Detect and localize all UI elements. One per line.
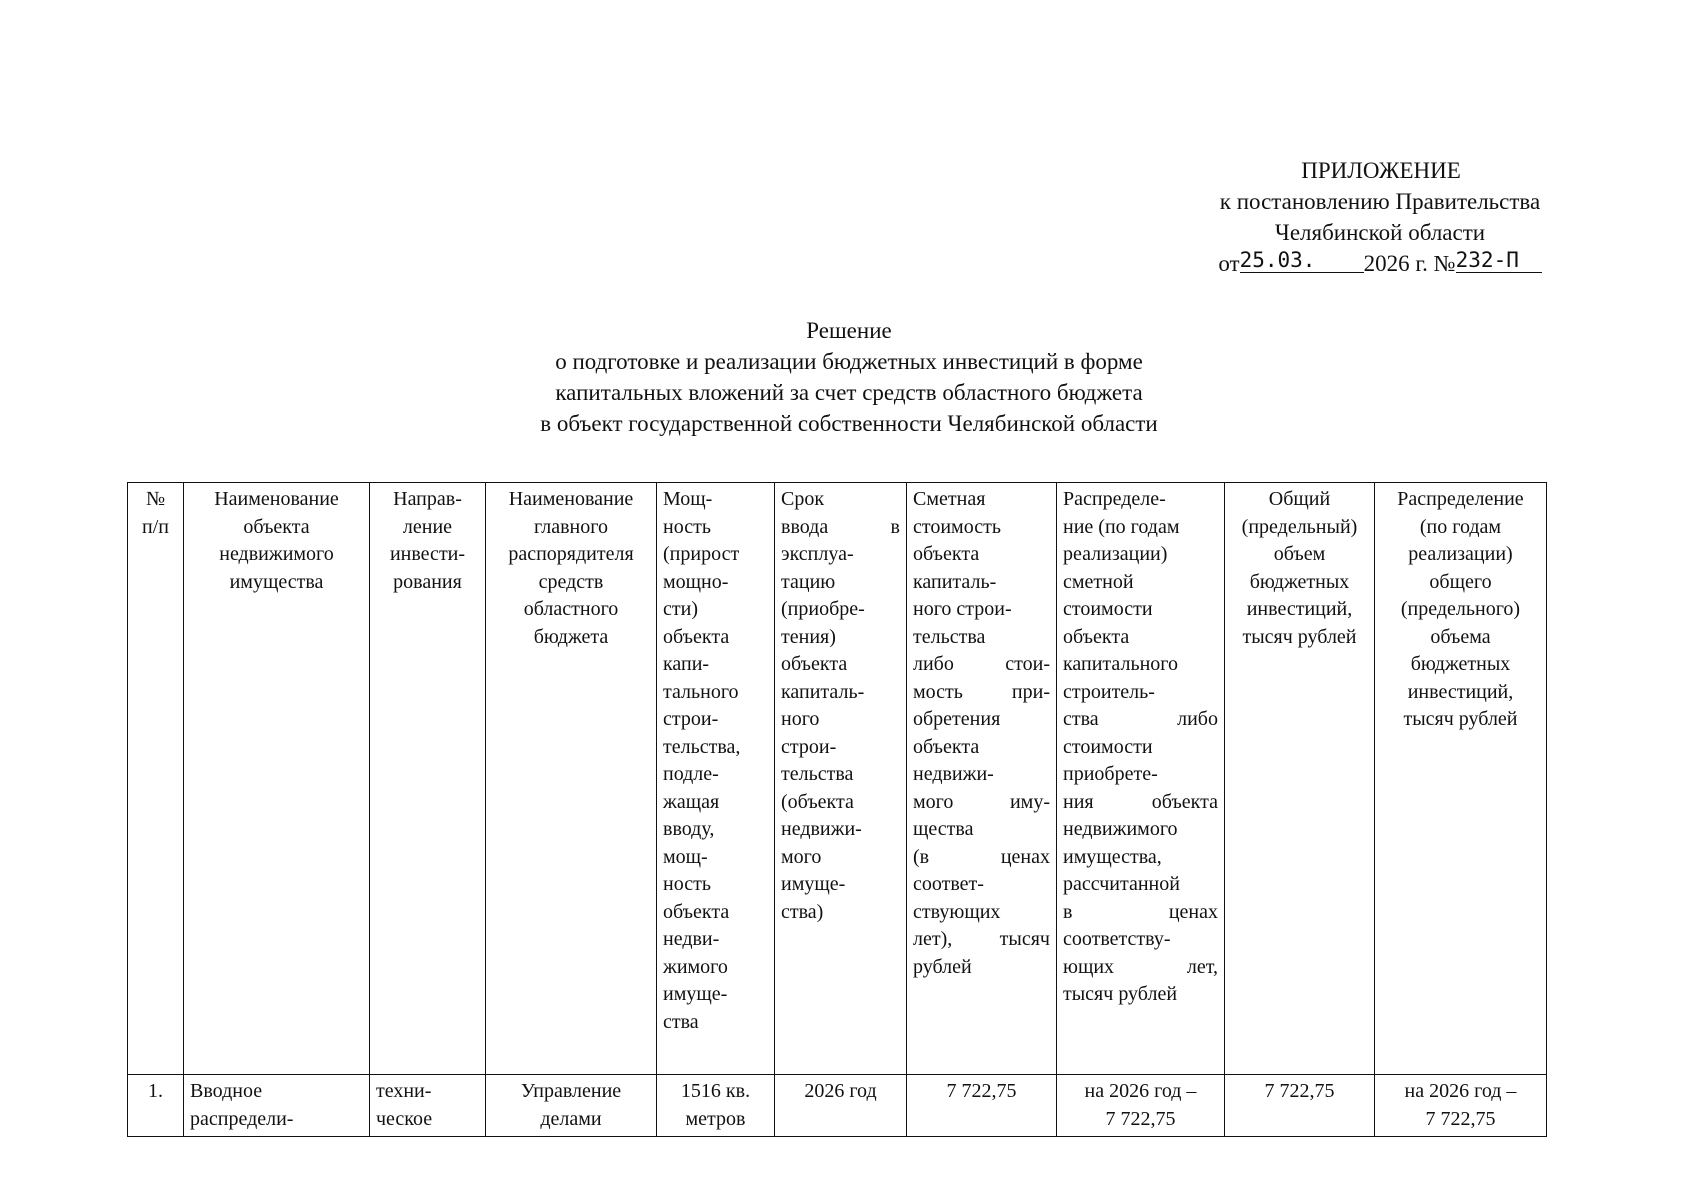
cell-line: рассчитанной	[1063, 873, 1180, 895]
cell-line: п/п	[142, 515, 169, 538]
header-cell-manager	[486, 483, 657, 1075]
cell-line: тысяч рублей	[1403, 708, 1518, 730]
cell-line: тения)	[781, 625, 836, 648]
row-cell-investment-distribution	[1375, 1075, 1547, 1137]
cell-line: недвижи-	[913, 763, 994, 785]
cell-line: недвижи-	[781, 818, 862, 840]
cell-line: капиталь-	[913, 570, 997, 593]
table-row	[128, 1075, 1547, 1137]
cell-line: техни-	[376, 1080, 432, 1102]
cell-line: Распределе-	[1063, 488, 1166, 510]
header-cell-investment-distribution	[1375, 483, 1547, 1075]
cell-line: вводу,	[663, 818, 715, 840]
cell-line: стоимость	[913, 515, 1001, 538]
header-cell-number	[128, 483, 184, 1075]
cell-line: стоимости	[1063, 735, 1153, 758]
cell-line: строитель-	[1063, 680, 1155, 703]
cell-line: 2026 год	[804, 1080, 877, 1102]
cell-line: сметной	[1063, 570, 1134, 593]
cell-line: средств	[538, 570, 604, 593]
cell-line: подле-	[663, 763, 719, 785]
row-cell-commissioning	[775, 1075, 907, 1137]
cell-line: №	[145, 488, 166, 510]
cell-line: тельства,	[663, 735, 741, 758]
row-cell-cost-distribution	[1057, 1075, 1225, 1137]
row-cell-estimated-cost	[907, 1075, 1057, 1137]
decree-number: 232-П	[1456, 248, 1542, 273]
cell-line: приобрете-	[1063, 763, 1158, 785]
title-line-4: в объект государственной собственности Челябинской области	[540, 411, 1158, 436]
cell-line: жащая	[663, 790, 720, 813]
cell-line: бюджетных	[1249, 570, 1350, 593]
cell-line: мого иму-	[913, 790, 1050, 813]
year-label: 2026 г. №	[1363, 251, 1456, 276]
cell-line: ства либо	[1063, 708, 1218, 730]
cell-line: мощно-	[663, 570, 729, 593]
document-title	[0, 315, 1698, 439]
cell-line: капиталь-	[781, 680, 865, 703]
cell-line: инвести-	[389, 543, 466, 565]
cell-line: ющих лет,	[1063, 955, 1218, 978]
cell-line: реализации)	[1408, 543, 1513, 565]
cell-line: (по годам	[1419, 515, 1502, 538]
cell-line: жимого	[663, 955, 728, 978]
cell-line: 7 722,75	[1264, 1080, 1335, 1102]
cell-line: делами	[540, 1107, 602, 1130]
cell-line: ввода в	[781, 515, 900, 538]
cell-line: имуще-	[663, 983, 728, 1005]
header-cell-commissioning	[775, 483, 907, 1075]
row-cell-capacity	[657, 1075, 775, 1137]
cell-line: ства)	[781, 900, 824, 923]
cell-line: метров	[685, 1107, 746, 1130]
appendix-heading: ПРИЛОЖЕНИЕ	[1301, 158, 1461, 183]
header-cell-object-name	[184, 483, 370, 1075]
cell-line: Управление	[520, 1080, 622, 1102]
from-label: от	[1218, 251, 1240, 276]
cell-line: рования	[393, 570, 462, 593]
cell-line: объекта	[913, 735, 980, 758]
cell-line: недви-	[663, 928, 720, 950]
cell-line: тельства	[781, 763, 854, 785]
cell-line: Сметная	[913, 488, 986, 510]
cell-line: ния объекта	[1063, 790, 1218, 813]
cell-line: распредели-	[190, 1107, 294, 1130]
cell-line: ность	[663, 873, 711, 895]
cell-line: капитального	[1063, 653, 1178, 675]
cell-line: объем	[1273, 543, 1326, 565]
cell-line: Вводное	[190, 1080, 263, 1102]
cell-line: (предельного)	[1400, 598, 1521, 620]
cell-line: 7 722,75	[1105, 1107, 1176, 1130]
cell-line: ного строи-	[913, 598, 1012, 620]
cell-line: (предельный)	[1241, 515, 1358, 538]
cell-line: объекта	[663, 625, 730, 648]
appendix-subtitle-1: к постановлению Правительства	[1219, 189, 1541, 214]
row-cell-number	[128, 1075, 184, 1137]
cell-line: объекта	[663, 900, 730, 923]
cell-line: объекта	[781, 653, 848, 675]
header-cell-cost-distribution	[1057, 483, 1225, 1075]
header-cell-total-investment	[1225, 483, 1375, 1075]
cell-line: Общий	[1268, 488, 1331, 510]
cell-line: объекта	[1063, 625, 1130, 648]
cell-line: Срок	[781, 488, 825, 510]
title-line-3: капитальных вложений за счет средств областного бюджета	[555, 380, 1143, 405]
cell-line: областного	[523, 598, 619, 620]
cell-line: объема	[1430, 625, 1491, 648]
cell-line: общего	[1429, 570, 1492, 593]
cell-line: ческое	[376, 1107, 433, 1130]
header-cell-direction	[370, 483, 486, 1075]
cell-line: тысяч рублей	[1063, 983, 1178, 1005]
cell-line: имуще-	[781, 873, 846, 895]
cell-line: ного	[781, 708, 820, 730]
cell-line: 1.	[148, 1080, 163, 1102]
cell-line: тельства	[913, 625, 986, 648]
cell-line: недвижимого	[1063, 818, 1178, 840]
cell-line: тального	[663, 680, 739, 703]
cell-line: сти)	[663, 598, 698, 620]
cell-line: мость при-	[913, 680, 1050, 703]
table-header-row	[128, 483, 1547, 1075]
cell-line: стоимости	[1063, 598, 1153, 620]
cell-line: капи-	[663, 653, 710, 675]
cell-line: (в ценах	[913, 845, 1050, 868]
cell-line: ние (по годам	[1063, 515, 1180, 538]
cell-line: соответ-	[913, 873, 984, 895]
cell-line: 7 722,75	[1425, 1107, 1496, 1130]
header-cell-capacity	[657, 483, 775, 1075]
row-cell-direction	[370, 1075, 486, 1137]
cell-line: мощ-	[663, 845, 708, 868]
cell-line: щества	[913, 818, 974, 840]
cell-line: Распределение	[1397, 488, 1524, 510]
cell-line: инвестиций,	[1246, 598, 1353, 620]
cell-line: Наименование	[508, 488, 634, 510]
cell-line: строи-	[663, 708, 719, 730]
header-cell-estimated-cost	[907, 483, 1057, 1075]
cell-line: Направ-	[393, 488, 462, 510]
cell-line: на 2026 год –	[1404, 1080, 1517, 1102]
cell-line: недвижимого	[219, 543, 334, 565]
cell-line: ление	[402, 515, 453, 538]
cell-line: бюджета	[533, 625, 609, 648]
decree-date: 25.03.	[1240, 248, 1364, 273]
cell-line: ствующих	[913, 900, 1001, 923]
cell-line: (приобре-	[781, 598, 865, 620]
cell-line: имущества,	[1063, 845, 1162, 868]
appendix-decree-line	[1218, 248, 1541, 279]
row-cell-object-name	[184, 1075, 370, 1137]
cell-line: ства	[663, 1010, 699, 1033]
cell-line: строи-	[781, 735, 837, 758]
appendix-block	[1180, 155, 1580, 279]
cell-line: объекта	[913, 543, 980, 565]
appendix-subtitle-2: Челябинской области	[1274, 220, 1486, 245]
cell-line: главного	[534, 515, 608, 538]
row-cell-total-investment	[1225, 1075, 1375, 1137]
cell-line: тысяч рублей	[1242, 625, 1357, 648]
cell-line: реализации)	[1063, 543, 1168, 565]
cell-line: объекта	[243, 515, 310, 538]
cell-line: в ценах	[1063, 900, 1218, 923]
cell-line: эксплуа-	[781, 543, 854, 565]
cell-line: либо стои-	[913, 653, 1050, 675]
cell-line: тацию	[781, 570, 836, 593]
investment-table	[127, 482, 1547, 1137]
cell-line: инвестиций,	[1407, 680, 1514, 703]
cell-line: (прирост	[663, 543, 740, 565]
title-line-1: Решение	[806, 318, 892, 343]
cell-line: 1516 кв.	[680, 1080, 751, 1102]
cell-line: распорядителя	[508, 543, 634, 565]
cell-line: на 2026 год –	[1084, 1080, 1197, 1102]
cell-line: лет), тысяч	[913, 928, 1050, 950]
cell-line: обретения	[913, 708, 1001, 730]
cell-line: бюджетных	[1410, 653, 1511, 675]
cell-line: рублей	[913, 955, 972, 978]
cell-line: 7 722,75	[946, 1080, 1017, 1102]
cell-line: соответству-	[1063, 928, 1171, 950]
row-cell-manager	[486, 1075, 657, 1137]
cell-line: (объекта	[781, 790, 854, 813]
cell-line: Мощ-	[663, 488, 713, 510]
cell-line: имущества	[229, 570, 324, 593]
title-line-2: о подготовке и реализации бюджетных инвестиций в форме	[555, 349, 1143, 374]
cell-line: мого	[781, 845, 822, 868]
cell-line: Наименование	[214, 488, 339, 510]
cell-line: ность	[663, 515, 711, 538]
